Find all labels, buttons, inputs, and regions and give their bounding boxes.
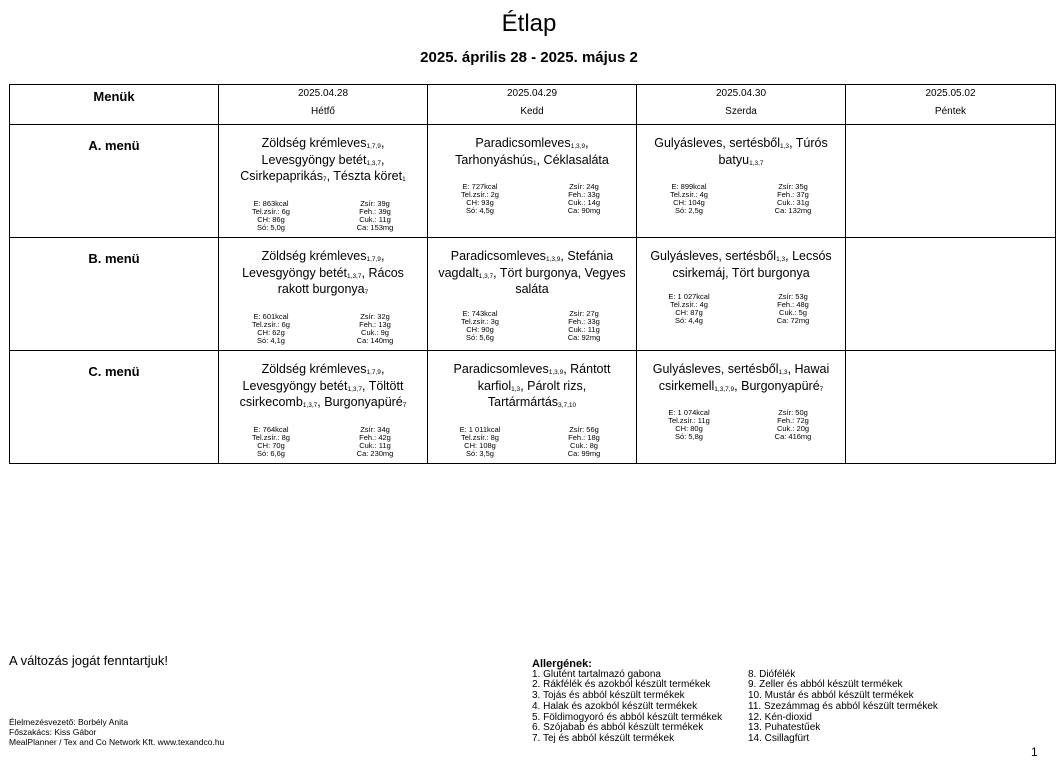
nutrition-value: Zsír: 35g [778,182,808,191]
allergen-codes: 1,3,7,9 [714,385,735,393]
page-title: Étlap [501,10,557,37]
allergen-codes: 1,3,7 [478,272,494,280]
nutrition-value: Cuk.: 5g [779,308,807,317]
dish-description [219,363,427,413]
nutrition-info [637,409,845,441]
nutrition-value: E: 727kcal [462,182,498,191]
day-date: 2025.05.02 [925,88,976,99]
allergen-codes: 1,3 [511,385,521,393]
day-header-wednesday [637,85,846,125]
allergen-item: 10. Mustár és abból készült termékek [748,690,914,702]
dish-text: , Töltött csirkecomb [239,378,404,409]
nutrition-info [428,310,636,342]
day-date: 2025.04.29 [506,88,558,99]
nutrition-value: Tel.zsír.: 8g [461,432,499,442]
nutrition-value: E: 1 074kcal [668,408,710,417]
table-header-row [10,85,1056,125]
day-header-friday [846,85,1056,125]
table-row [10,351,1056,464]
dish-text: , Rácos rakott burgonya [277,265,404,296]
nutrition-value: Zsír: 32g [360,311,390,321]
nutrition-value: E: 863kcal [253,198,289,208]
allergen-codes: 1,3,7 [347,272,362,280]
dish-text: , Levesgyöngy betét [242,249,385,280]
nutrition-value: Feh.: 72g [777,416,809,425]
allergen-codes: 7 [364,289,369,296]
nutrition-value: CH: 93g [466,198,494,207]
nutrition-value: Zsír: 56g [569,424,599,434]
nutrition-value: Tel.zsír.: 8g [252,432,290,442]
allergen-item: 9. Zeller és abból készült termékek [748,679,903,691]
table-row [10,125,1056,238]
dish-text: , Céklasaláta [536,152,609,167]
dish-description [637,250,845,280]
nutrition-value: Tel.zsír.: 11g [668,416,710,425]
nutrition-info [219,313,427,345]
nutrition-value: Ca: 230mg [356,448,394,458]
nutrition-info [428,426,636,458]
allergen-item: 1. Glutént tartalmazó gabona [532,668,661,680]
dish-text: , Levesgyöngy betét [261,136,385,167]
dish-text: Gulyásleves, sertésből [654,136,781,150]
staff-credits [9,717,224,747]
dish-text: , Lecsós csirkemáj, Tört burgonya [672,249,832,280]
dish-description [428,137,636,170]
menu-cell [846,125,1056,238]
day-header-monday [219,85,428,125]
allergen-codes: 1,3 [776,256,786,263]
nutrition-value: Zsír: 24g [569,182,599,191]
dish-text: , Csirkepaprikás [240,152,385,183]
nutrition-value: Feh.: 42g [359,432,391,442]
dish-text: Zöldség krémleves [261,362,367,376]
menu-row-label: C. menü [10,351,219,464]
nutrition-info [219,426,427,458]
staff-line: Főszakács: Kiss Gábor [9,727,97,737]
nutrition-value: E: 764kcal [253,424,289,434]
nutrition-value: Cuk.: 8g [570,440,598,450]
allergen-codes: 1,3,7 [749,159,764,167]
nutrition-value: Zsír: 34g [360,424,390,434]
nutrition-value: CH: 80g [675,424,703,433]
menu-table [9,84,1056,464]
nutrition-value: Cuk.: 20g [776,424,810,433]
allergen-item: 13. Puhatestűek [748,722,821,734]
menu-cell [428,351,637,464]
staff-line: MealPlanner / Tex and Co Network Kft. www.texandco.hu [9,737,225,747]
nutrition-info [637,183,845,215]
allergen-codes: 1,3,7 [347,385,362,393]
allergen-codes: 7 [819,385,824,393]
nutrition-value: E: 743kcal [462,308,498,318]
nutrition-value: E: 1 011kcal [459,424,501,434]
day-name: Szerda [725,106,757,117]
dish-text: Paradicsomleves [475,136,571,150]
dish-text: Gulyásleves, sertésből [652,362,779,376]
allergen-column-1 [532,670,748,745]
nutrition-value: Tel.zsír.: 2g [461,190,499,199]
nutrition-value: Tel.zsír.: 6g [252,319,290,329]
allergen-codes: 7 [322,176,327,183]
menu-cell [846,238,1056,351]
nutrition-info [428,183,636,215]
allergen-item: 8. Diófélék [748,668,796,680]
nutrition-value: Tel.zsír.: 3g [461,316,499,326]
allergen-codes: 1 [402,176,406,183]
nutrition-value: Só: 6,6g [257,448,285,458]
allergen-codes: 7 [402,402,407,409]
allergen-item: 14. Csillagfürt [748,732,810,744]
menu-cell [637,238,846,351]
nutrition-value: Só: 4,1g [257,335,285,345]
allergen-codes: 1,3,7 [302,402,318,409]
nutrition-value: Ca: 99mg [567,448,601,458]
menu-cell [219,125,428,238]
allergen-item: 6. Szójabab és abból készült termékek [532,722,704,734]
nutrition-value: Só: 4,4g [675,316,703,325]
nutrition-value: Feh.: 39g [359,206,391,216]
nutrition-value: Feh.: 48g [777,300,809,309]
allergen-codes: 1,3 [778,369,788,376]
dish-text: , Tört burgonya, Vegyes saláta [493,265,626,296]
nutrition-value: CH: 70g [257,440,285,450]
nutrition-value: CH: 108g [464,440,496,450]
allergen-codes: 1,3 [780,143,790,150]
nutrition-value: Só: 5,8g [675,432,703,441]
allergen-codes: 1,3,9 [548,369,564,376]
nutrition-value: Cuk.: 11g [568,324,600,334]
menu-cell [428,125,637,238]
dish-text: Zöldség krémleves [261,136,367,150]
allergen-column-2 [748,670,938,745]
menu-cell [428,238,637,351]
menu-cell [846,351,1056,464]
menu-cell [637,351,846,464]
nutrition-value: Cuk.: 14g [567,198,601,207]
day-date: 2025.04.28 [297,88,349,99]
dish-description [219,137,427,187]
nutrition-value: CH: 86g [257,214,285,224]
nutrition-value: CH: 87g [675,308,703,317]
dish-description [428,250,636,297]
nutrition-value: Feh.: 33g [568,316,600,326]
dish-text: , Levesgyöngy betét [242,362,385,393]
nutrition-value: Zsír: 53g [778,292,808,301]
dish-description [428,363,636,413]
menu-table-body [10,125,1056,464]
allergen-item: 4. Halak és azokból készült termékek [532,700,698,712]
day-header-tuesday [428,85,637,125]
nutrition-value: E: 899kcal [671,182,707,191]
nutrition-value: Zsír: 39g [360,198,390,208]
staff-line: Élelmezésvezető: Borbély Anita [9,717,129,727]
allergen-item: 7. Tej és abból készült termékek [532,732,675,744]
menu-row-label: A. menü [10,125,219,238]
allergen-codes: 1,7,9 [366,143,381,150]
allergen-codes: 1 [532,159,537,167]
day-name: Hétfő [311,106,335,117]
menu-cell [637,125,846,238]
allergen-codes: 1,3,9 [570,143,586,150]
dish-text: Paradicsomleves [453,362,549,376]
page-number: 1 [1031,745,1038,759]
nutrition-value: Ca: 416mg [774,432,812,441]
dish-text: Paradicsomleves [450,249,546,263]
nutrition-value: Ca: 90mg [567,206,601,215]
nutrition-value: Só: 5,0g [257,222,285,232]
nutrition-value: Tel.zsír.: 4g [670,190,708,199]
menu-row-label: B. menü [10,238,219,351]
nutrition-value: Só: 4,5g [466,206,494,215]
allergen-codes: 1,3,7 [366,159,381,167]
allergen-item: 5. Földimogyoró és abból készült termékek [532,711,723,723]
nutrition-value: CH: 62g [257,327,285,337]
nutrition-value: CH: 104g [673,198,705,207]
allergen-codes: 1,7,9 [366,256,381,263]
date-range-subtitle: 2025. április 28 - 2025. május 2 [420,49,638,66]
nutrition-value: Cuk.: 9g [361,327,389,337]
allergen-item: 11. Szezámmag és abból készült termékek [748,700,938,712]
nutrition-value: Só: 3,5g [466,448,494,458]
allergen-item: 2. Rákfélék és azokból készült termékek [532,679,711,691]
allergen-codes: 1,3,9 [545,256,561,263]
nutrition-value: Zsír: 27g [569,308,599,318]
menu-cell [219,351,428,464]
dish-text: , Túrós batyu [718,136,828,167]
menu-cell [219,238,428,351]
nutrition-value: Zsír: 50g [778,408,808,417]
table-row [10,238,1056,351]
change-notice: A változás jogát fenntartjuk! [9,653,168,668]
nutrition-info [637,293,845,325]
nutrition-value: Cuk.: 31g [776,198,810,207]
nutrition-value: Feh.: 13g [359,319,391,329]
allergen-codes: 1,7,9 [366,369,381,376]
nutrition-value: E: 601kcal [253,311,289,321]
allergen-legend [532,659,938,745]
nutrition-info [219,200,427,232]
dish-text: , Burgonyapüré [734,378,820,393]
nutrition-value: Cuk.: 11g [359,440,391,450]
dish-text: , Tészta köret [326,169,403,183]
nutrition-value: Feh.: 33g [568,190,600,199]
dish-text: , Stefánia vagdalt [438,249,614,280]
allergen-item: 12. Kén-dioxid [748,711,812,723]
dish-text: , Burgonyapüré [317,395,403,409]
nutrition-value: Cuk.: 11g [359,214,391,224]
nutrition-value: Tel.zsír.: 4g [670,300,708,309]
dish-text: , Párolt rizs, Tartármártás [487,378,587,409]
day-date: 2025.04.30 [715,88,767,99]
nutrition-value: Ca: 72mg [776,316,810,325]
nutrition-value: Ca: 132mg [774,206,812,215]
nutrition-value: Só: 5,6g [466,332,494,342]
menus-column-header: Menük [10,85,219,125]
nutrition-value: Ca: 153mg [356,222,394,232]
dish-description [219,250,427,300]
day-name: Kedd [520,106,544,117]
nutrition-value: Ca: 140mg [356,335,394,345]
dish-text: Gulyásleves, sertésből [650,249,777,263]
allergen-legend-title: Allergének: [532,658,592,670]
dish-text: , Rántott karfiol [477,362,611,393]
day-name: Péntek [934,106,967,117]
nutrition-value: CH: 90g [466,324,494,334]
allergen-item: 3. Tojás és abból készült termékek [532,690,685,702]
nutrition-value: E: 1 027kcal [668,292,710,301]
nutrition-value: Feh.: 37g [777,190,809,199]
nutrition-value: Ca: 92mg [567,332,601,342]
nutrition-value: Feh.: 18g [568,432,600,442]
dish-text: , Hawai csirkemell [658,362,830,393]
allergen-codes: 3,7,10 [558,402,577,409]
nutrition-value: Tel.zsír.: 6g [252,206,290,216]
dish-description [637,363,845,396]
dish-text: Zöldség krémleves [261,249,367,263]
dish-description [637,137,845,170]
nutrition-value: Só: 2,5g [675,206,703,215]
dish-text: , Tarhonyáshús [455,136,589,167]
